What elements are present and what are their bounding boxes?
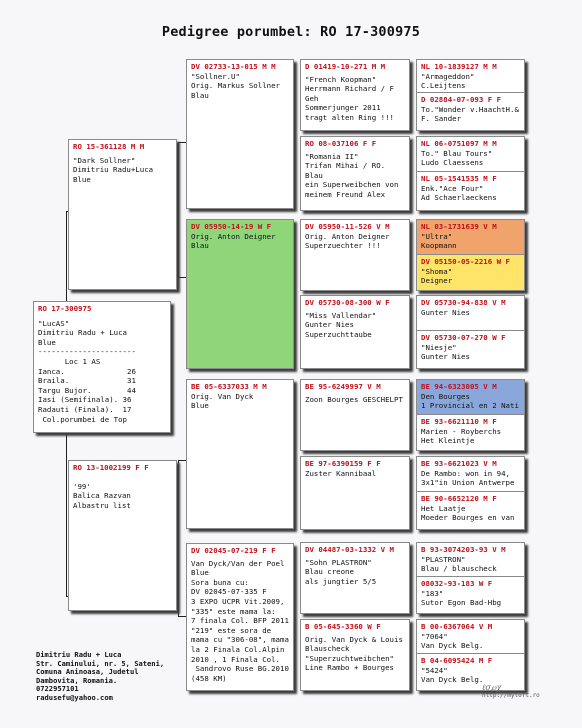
ring-number: BE 95-6249997 V M <box>305 382 381 391</box>
ring-number: BE 93-6621110 M F <box>421 417 497 426</box>
info-line: To."Wonder v.HaachtH.& <box>421 104 519 114</box>
ring-number: RO 17-300975 <box>38 304 92 313</box>
connector-line <box>66 211 67 308</box>
info-line: Sandrovo Ruse BG.2010 <box>191 664 289 674</box>
sire-card <box>68 139 177 290</box>
info-line: Blau / blauscheck <box>421 564 497 574</box>
info-line: 7 finala Col. BFP 2011 <box>191 616 289 626</box>
signature-scribble-icon: ℓσ℘χ <box>482 683 502 692</box>
page-title: Pedigree porumbel: RO 17-300975 <box>161 24 421 40</box>
connector-line <box>178 460 179 616</box>
info-line: Dimitriu Radu+Luca <box>73 165 154 175</box>
ring-number: BE 94-6323005 V M <box>421 382 497 391</box>
ring-number: DV 05950-11-526 V M <box>305 222 390 231</box>
info-line: Blauscheck <box>305 644 350 654</box>
ring-number: D 02884-07-093 F F <box>421 95 502 104</box>
info-line: Moeder Bourges en van <box>421 513 515 523</box>
info-line: "Armageddon" <box>421 71 475 81</box>
ring-number: B 93-3074203-93 V M <box>421 545 506 554</box>
connector-line <box>178 142 179 277</box>
info-line: Iasi (Semifinala). 36 <box>38 395 132 405</box>
gen4-pair-card <box>416 136 525 211</box>
info-line: Van Dyck Belg. <box>421 641 484 651</box>
grandparent-card <box>186 59 294 209</box>
owner-name: Dimitriu Radu + Luca <box>36 650 122 659</box>
ring-number: BE 97-6390159 F F <box>305 459 381 468</box>
info-line: Gunter Nies <box>305 320 354 330</box>
address-line: Comuna Aninoasa, Judetul <box>36 667 139 677</box>
ring-number: NL 06-0751097 M M <box>421 139 497 148</box>
info-line: "PLASTRON" <box>421 554 466 564</box>
gen4-pair-card <box>416 59 525 131</box>
info-line: "Romania II" <box>305 151 359 161</box>
info-line: ein Superweibchen von <box>305 180 399 190</box>
great-grandparent-card <box>300 379 410 451</box>
great-grandparent-card <box>300 456 410 530</box>
info-line: Van Dyck/Van der Poel <box>191 558 285 568</box>
info-line: Sora buna cu: <box>191 577 249 587</box>
info-line: Radauti (Finala). 17 <box>38 404 132 414</box>
info-line: Balica Razvan <box>73 491 131 501</box>
ring-number: BE 93-6621023 V M <box>421 459 497 468</box>
ring-number: DV 02045-07-219 F F <box>191 546 276 555</box>
info-line: DV 02045-07-335 F <box>191 587 267 597</box>
info-line: Den Bourges <box>421 391 470 401</box>
ring-number: NL 10-1839127 M M <box>421 62 497 71</box>
info-line: Orig. Van Dyck <box>191 391 254 401</box>
info-line: Braila. 31 <box>38 376 136 386</box>
info-line: Sommerjunger 2011 <box>305 103 381 113</box>
info-line: Blau <box>305 170 323 180</box>
info-line: 3x1"in Union Antwerpe <box>421 478 515 488</box>
info-line: Blue <box>73 174 91 184</box>
info-line: (458 KM) <box>191 673 227 683</box>
info-line: ---------------------- <box>38 347 136 357</box>
connector-line <box>178 142 186 143</box>
info-line: 2010 , 1 Finala Col. <box>191 654 280 664</box>
info-line: "Dark Sollner" <box>73 155 136 165</box>
info-line: Gunter Nies <box>421 307 470 317</box>
ring-number: BE 05-6337033 M M <box>191 382 267 391</box>
subject-card <box>33 301 171 433</box>
info-line: Gunter Nies <box>421 352 470 362</box>
info-line: "French Koopman" <box>305 74 377 84</box>
info-line: "Superzuchtweibchen" <box>305 653 394 663</box>
info-line: Zuster Kannibaal <box>305 468 377 478</box>
info-line: Line Rambo + Bourges <box>305 663 394 673</box>
connector-line <box>178 277 186 278</box>
info-line: Marien - Royberchs <box>421 426 502 436</box>
info-line: Geh <box>305 93 319 103</box>
info-line: Het Kleintje <box>421 436 475 446</box>
ring-number: RO 08-037106 F F <box>305 139 377 148</box>
ring-number: RO 13-1002199 F F <box>73 463 149 472</box>
info-line: Deigner <box>421 276 453 286</box>
grandparent-card <box>186 379 294 529</box>
gen4-pair-card <box>416 219 525 291</box>
connector-line <box>178 616 186 617</box>
info-line: "Miss Vallendar" <box>305 310 377 320</box>
info-line: '99' <box>73 481 91 491</box>
owner-contact <box>36 651 164 703</box>
info-line: Dimitriu Radu + Luca <box>38 328 127 338</box>
info-line: "5424" <box>421 665 448 675</box>
info-line: Blue <box>191 568 209 578</box>
info-line: Targu Bujor. 44 <box>38 385 136 395</box>
connector-line <box>178 460 186 461</box>
ring-number: DV 05730-94-838 V M <box>421 298 506 307</box>
info-line: Loc 1 AS <box>38 356 101 366</box>
info-line: Het Laatje <box>421 503 466 513</box>
info-line: "LucAS" <box>38 318 70 328</box>
ring-number: BE 90-6652120 M F <box>421 494 497 503</box>
great-grandparent-card <box>300 619 410 691</box>
address-line: Str. Caminului, nr. 5, Sateni, <box>36 658 165 668</box>
info-line: Orig. Van Dyck & Louis <box>305 634 403 644</box>
phone-number: 0722957101 <box>36 684 79 694</box>
info-line: Col.porumbei de Top <box>38 414 127 424</box>
info-line: Orig. Anton Deigner <box>305 231 390 241</box>
info-line: "Niesje" <box>421 342 457 352</box>
ring-number: RO 15-361128 M M <box>73 142 145 151</box>
info-line: Albastru list <box>73 500 131 510</box>
ring-number: DV 02733-13-015 M M <box>191 62 276 71</box>
info-line: "7064" <box>421 631 448 641</box>
great-grandparent-card <box>300 219 410 291</box>
info-line: Superzuechter !!! <box>305 241 381 251</box>
info-line: 3 EXPO UCPR Vit.2009, <box>191 596 285 606</box>
ring-number: DV 04487-03-1332 V M <box>305 545 394 554</box>
grandparent-card <box>186 219 294 369</box>
ring-number: 08032-93-183 W F <box>421 579 493 588</box>
email-link[interactable]: radusefu@yahoo.com <box>36 692 113 702</box>
info-line: la 2 Finala Col.Alpin <box>191 644 285 654</box>
info-line: Van Dyck Belg. <box>421 675 484 685</box>
info-line: Enk."Ace Four" <box>421 183 484 193</box>
gen4-pair-card <box>416 379 525 451</box>
ring-number: D 01419-10-271 M M <box>305 62 386 71</box>
info-line: meinem Freund Alex <box>305 189 386 199</box>
great-grandparent-card <box>300 59 410 131</box>
signature-url: http://mytoft.ro <box>482 692 540 699</box>
info-line: F. Sander <box>421 114 462 124</box>
info-line: Sutor Egon Bad-Hbg <box>421 598 502 608</box>
info-line: "183" <box>421 588 444 598</box>
info-line: "Sohn PLASTRON" <box>305 557 372 567</box>
ring-number: DV 05150-05-2216 W F <box>421 257 510 266</box>
info-line: Blue <box>191 401 209 411</box>
signature-logo <box>482 683 540 699</box>
grandparent-card <box>186 543 294 691</box>
info-line: "Sollner.U" <box>191 71 240 81</box>
gen4-pair-card <box>416 542 525 614</box>
ring-number: DV 05950-14-19 W F <box>191 222 272 231</box>
gen4-pair-card <box>416 456 525 530</box>
ring-number: DV 05730-08-300 W F <box>305 298 390 307</box>
gen4-pair-card <box>416 619 525 691</box>
connector-line <box>66 431 67 596</box>
info-line: Ad Schaerlaeckens <box>421 193 497 203</box>
ring-number: NL 05-1541535 M F <box>421 174 497 183</box>
info-line: mama cu "306-08", mama <box>191 635 289 645</box>
info-line: "335" este mama la: <box>191 606 276 616</box>
info-line: Zoon Bourges GESCHELPT <box>305 394 403 404</box>
info-line: Ianca. 26 <box>38 366 136 376</box>
ring-number: B 04-6095424 M F <box>421 656 493 665</box>
info-line: Blau <box>191 90 209 100</box>
info-line: De Rambo: won in 94, <box>421 468 510 478</box>
info-line: Trifan Mihai / RO. <box>305 161 386 171</box>
ring-number: DV 05730-07-270 W F <box>421 333 506 342</box>
info-line: "219" este sora de <box>191 625 272 635</box>
info-line: 1 Provincial en 2 Nati <box>421 401 519 411</box>
info-line: Blue <box>38 337 56 347</box>
info-line: Ludo Claessens <box>421 158 484 168</box>
great-grandparent-card <box>300 136 410 211</box>
ring-number: B 05-645-3360 W F <box>305 622 381 631</box>
address-line: Dambovita, Romania. <box>36 675 118 685</box>
info-line: als jungtier 5/5 <box>305 576 377 586</box>
ring-number: NL 03-1731639 V M <box>421 222 497 231</box>
great-grandparent-card <box>300 542 410 614</box>
info-line: Koopmann <box>421 241 457 251</box>
info-line: Superzuchttaube <box>305 329 372 339</box>
info-line: "Ultra" <box>421 231 453 241</box>
info-line: Orig. Markus Sollner <box>191 81 280 91</box>
info-line: Blau <box>191 241 209 251</box>
info-line: tragt alten Ring !!! <box>305 112 394 122</box>
info-line: Orig. Anton Deigner <box>191 231 276 241</box>
ring-number: B 00-6367064 V M <box>421 622 493 631</box>
info-line: C.Leijtens <box>421 81 466 91</box>
info-line: Herrmann Richard / F <box>305 84 394 94</box>
info-line: Blau creone <box>305 567 354 577</box>
great-grandparent-card <box>300 295 410 369</box>
dam-card <box>68 460 177 611</box>
gen4-pair-card <box>416 295 525 369</box>
info-line: "Shoma" <box>421 266 453 276</box>
info-line: To." Blau Tours" <box>421 148 493 158</box>
